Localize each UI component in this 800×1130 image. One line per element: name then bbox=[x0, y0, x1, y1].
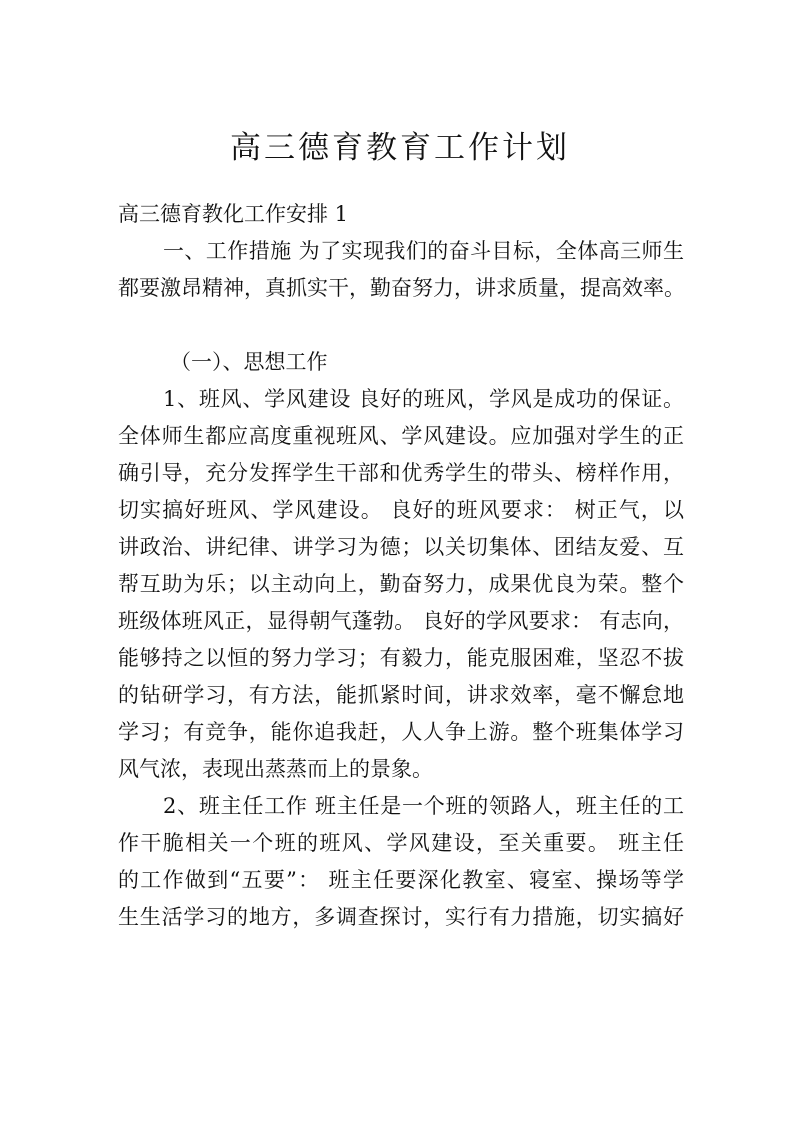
paragraph-line: 帮互助为乐；以主动向上，勤奋努力，成果优良为荣。整个 bbox=[118, 572, 684, 596]
paragraph-line: 的钻研学习，有方法，能抓紧时间，讲求效率，毫不懈怠地 bbox=[118, 683, 684, 707]
document-body bbox=[118, 196, 684, 936]
blank-line bbox=[118, 307, 684, 344]
paragraph-line: 切实搞好班风、学风建设。 良好的班风要求： 树正气，以 bbox=[118, 498, 684, 522]
paragraph-line: 2、班主任工作 班主任是一个班的领路人，班主任的工 bbox=[163, 794, 684, 818]
paragraph-line: 班级体班风正，显得朝气蓬勃。 良好的学风要求： 有志向， bbox=[118, 609, 684, 633]
paragraph-line: 生生活学习的地方，多调查探讨，实行有力措施，切实搞好 bbox=[118, 905, 684, 929]
paragraph-line: 都要激昂精神，真抓实干，勤奋努力，讲求质量，提高效率。 bbox=[118, 276, 685, 300]
paragraph-line: 的工作做到“五要”： 班主任要深化教室、寝室、操场等学 bbox=[118, 868, 684, 892]
paragraph-line: 能够持之以恒的努力学习；有毅力，能克服困难，坚忍不拔 bbox=[118, 646, 684, 670]
paragraph-line: 风气浓，表现出蒸蒸而上的景象。 bbox=[118, 757, 433, 781]
paragraph-line: 全体师生都应高度重视班风、学风建设。应加强对学生的正 bbox=[118, 424, 684, 448]
paragraph-line: 讲政治、讲纪律、讲学习为德；以关切集体、团结友爱、互 bbox=[118, 535, 684, 559]
paragraph-line: 确引导，充分发挥学生干部和优秀学生的带头、榜样作用， bbox=[118, 461, 684, 485]
paragraph-line: 一、工作措施 为了实现我们的奋斗目标，全体高三师生 bbox=[163, 239, 684, 263]
document-subtitle: 高三德育教化工作安排 1 bbox=[118, 202, 349, 226]
paragraph-line: 作干脆相关一个班的班风、学风建设，至关重要。 班主任 bbox=[118, 831, 684, 855]
section-heading: （一）、思想工作 bbox=[170, 350, 328, 374]
document-title: 高三德育教育工作计划 bbox=[230, 130, 570, 166]
paragraph-line: 1、班风、学风建设 良好的班风，学风是成功的保证。 bbox=[163, 387, 684, 411]
paragraph-line: 学习；有竞争，能你追我赶，人人争上游。整个班集体学习 bbox=[118, 720, 684, 744]
